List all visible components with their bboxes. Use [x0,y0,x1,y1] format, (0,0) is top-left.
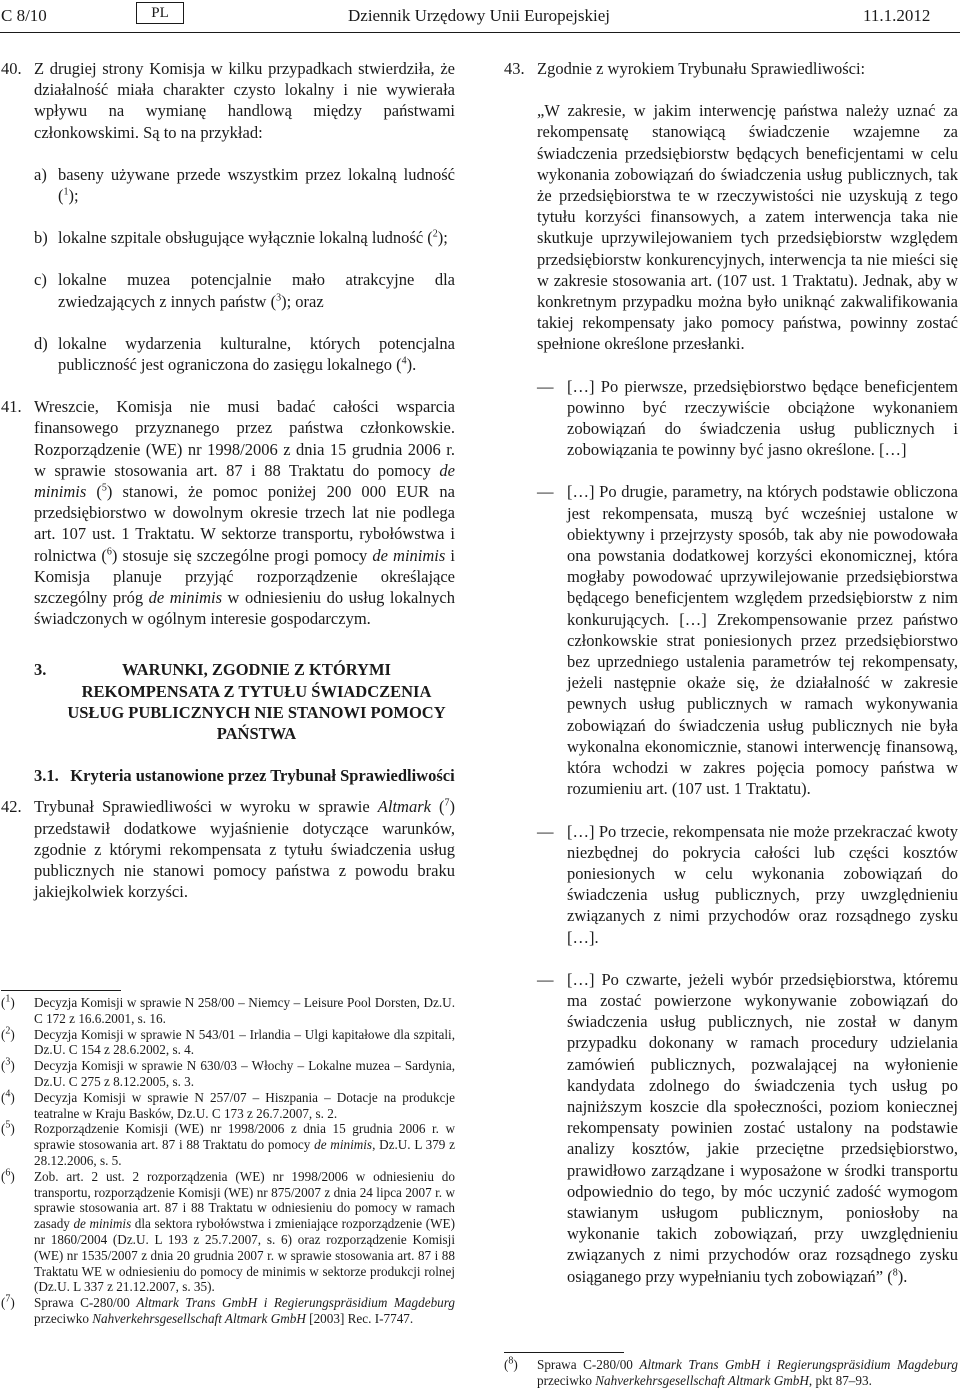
dash-mark: — [537,821,554,841]
dash-item [537,969,958,1287]
footnote-number: 4 [5,1088,11,1100]
dash-text: […] Po drugie, parametry, na których podstawie obliczona jest rekompensata, muszą być wcześniej ustalone w obiektywny i przejrzysty sposób, tak aby nie powodowała ona powstania dodatkowej korzyści ekonomicznej, która mogłaby powodować uprzywilejowanie przedsiębiorstwa będącego beneficjentem względem przedsiębiorstw z nim konkurujących. […] Zrekompensowanie przez państwo członkowskie strat poniesionych przez przedsiębiorstwo bez uprzedniego ustalenia parametrów tej rekompensaty, jeżeli następnie okaże się, że działalność w zakresie pewnych usług publicznych w ramach wykonywania zobowiązań do świadczenia usług publicznych nie była wykonalna ekonomicznie, stanowi interwencję finansową, która wchodzi w zakres pojęcia pomocy państwa w rozumieniu art. (107 ust. 1 Traktatu). [567,482,958,799]
dash-mark: — [537,969,554,989]
footnote-rule [1,990,121,991]
page-number: C 8/10 [1,6,47,25]
italic-term: Nahverkehrsgesellschaft Altmark GmbH [92,1310,306,1326]
list-label: d) [34,333,48,353]
italic-term: Altmark Trans GmbH i Regierungspräsidium Magdeburg [639,1357,958,1372]
footnote-text: Sprawa C-280/00 [537,1357,640,1372]
list-item [34,227,455,248]
footnote-text: [2003] Rec. I-7747. [305,1310,414,1326]
text-run: stanowi, że pomoc poniżej 200 000 EUR na przedsiębiorstwo w dowolnym okresie trzech lat nie podlega art. 107 ust. 1 Traktatu. W sektorze transportu, rybołówstwa i rolnictwa ( [34,482,455,565]
italic-term: de minimis [73,1216,132,1232]
list-item [34,333,455,375]
italic-term: de minimis [372,545,446,565]
footnote-number: 6 [5,1167,11,1179]
footnote-ref: 5 [101,482,107,494]
footnote-text: Decyzja Komisji w sprawie N 257/07 – Hiszpania – Dotacje na produkcje teatralne w Kraju Basków, Dz.U. C 173 z 26.7.2007, s. 2. [34,1089,455,1121]
footnote-text: , Dz.U. L 379 z 28.12.2006, s. 5. [34,1137,455,1168]
italic-term: Altmark Trans GmbH i Regierungspräsidium Magdeburg [136,1295,455,1311]
italic-term: de minimis [148,588,222,608]
footnotes-left [1,990,455,1327]
paragraph-42 [1,796,455,902]
footnote-number: 5 [5,1119,11,1131]
footnote-ref: 4 [401,355,407,367]
paragraph-43 [504,58,958,79]
paragraph-number: 42. [1,797,22,817]
footnote-text: Zob. art. 2 ust. 2 rozporządzenia (WE) nr 1998/2006 w odniesieniu do transportu, rozporządzenie Komisji (WE) nr 875/2007 z dnia 24 lipca 2007 r. w sprawie stosowania art. 87 i 88 Traktatu w odniesieniu do pomocy w ramach zasady [34,1168,455,1232]
italic-term: de minimis [314,1137,373,1153]
text-run: Wreszcie, Komisja nie musi badać całości wsparcia finansowego przyznanego przez państwa członkowskie. Rozporządzenie (WE) nr 1998/2006 z dnia 15 grudnia 2006 r. w sprawie stosowania art. 87 i 88 Traktatu do pomocy [34,397,455,480]
section-heading-3 [34,659,455,744]
footnote: ($^4$) Decyzja Komisji w sprawie N 257/07 – Hiszpania – Dotacje na produkcje teatralne w Kraju Basków, Dz.U. C 173 z 26.7.2007, s. 2. [1,1088,455,1121]
journal-title: Dziennik Urzędowy Unii Europejskiej [348,6,611,25]
paragraph-number: 41. [1,397,22,417]
footnote-number: 7 [5,1293,11,1305]
quotation: „W zakresie, w jakim interwencję państwa należy uznać za rekompensatę stanowiącą świadczenie wzajemne za świadczenia przedsiębiorstw będących beneficjentami w celu wykonania zobowiązań do świadczenia usług publicznych, tak że przedsiębiorstwa te w rzeczywistości nie uzyskują z tego tytułu korzyści finansowych, a zatem interwencja taka nie skutkuje uprzywilejowaniem tych przedsiębiorstw względem przedsiębiorstw konkurencyjnych, interwencja ta nie mieści się w zakresie stosowania art. (107 ust. 1 Traktatu). Jednak, aby w konkretnym przypadku można było uniknąć zakwalifikowania takiej rekompensaty jako pomocy państwa, powinny zostać spełnione określone przesłanki. [537,101,958,354]
left-column [1,58,455,903]
issue-date: 11.1.2012 [863,6,931,25]
italic-term: Nahverkehrsgesellschaft Altmark GmbH [595,1372,809,1388]
footnote-text: przeciwko [34,1310,93,1326]
footnote: ($^1$) Decyzja Komisji w sprawie N 258/00 – Niemcy – Leisure Pool Dorsten, Dz.U. C 172 z 16.6.2001, s. 16. [1,993,455,1026]
dash-text [567,969,958,1287]
footnote-text: Decyzja Komisji w sprawie N 543/01 – Irlandia – Ulgi kapitałowe dla szpitali, Dz.U. C 154 z 28.6.2002, s. 4. [34,1026,455,1058]
footnote-number: 8 [508,1355,514,1367]
list-text: lokalne muzea potencjalnie mało atrakcyjne dla zwiedzających z innych państw ( [58,270,455,311]
dash-item [537,376,958,461]
footnote-number: 1 [5,993,11,1005]
footnote-text: , pkt 87–93. [808,1372,872,1388]
footnote: ($^8$) Sprawa C-280/00 Altmark Trans GmbH i Regierungspräsidium Magdeburg przeciwko Nahverkehrsgesellschaft Altmark GmbH, pkt 87–93. [504,1355,958,1388]
section-heading-3-1 [34,765,455,786]
footnote-ref: 6 [106,546,112,558]
list-text: lokalne szpitale obsługujące wyłącznie lokalną ludność ( [58,228,433,248]
paragraph-text: Trybunał Sprawiedliwości w wyroku w sprawie Altmark ($^7$) przedstawił dodatkowe wyjaśnienie dotyczące warunków, zgodnie z którymi rekompensata z tytułu świadczenia usług publicznych nie stanowi pomocy państwa z powodu braku jakiejkolwiek korzyści. [34,797,456,902]
paragraph-text: Zgodnie z wyrokiem Trybunału Sprawiedliwości: [537,59,866,78]
footnote: ($^5$) Rozporządzenie Komisji (WE) nr 1998/2006 z dnia 15 grudnia 2006 r. w sprawie stosowania art. 87 i 88 Traktatu do pomocy de minimis, Dz.U. L 379 z 28.12.2006, s. 5. [1,1119,455,1168]
paragraph-text: Wreszcie, Komisja nie musi badać całości wsparcia finansowego przyznanego przez państwa członkowskie. Rozporządzenie (WE) nr 1998/2006 z dnia 15 grudnia 2006 r. w sprawie stosowania art. 87 i 88 Traktatu do pomocy de minimis ($^5$) stanowi, że pomoc poniżej 200 000 EUR na przedsiębiorstwo w dowolnym okresie trzech lat nie podlega art. 107 ust. 1 Traktatu. W sektorze transportu, rybołówstwa i rolnictwa ($^6$) stosuje się szczególne progi pomocy de minimis i Komisja planuje przyjąć rozporządzenie określające szczególny próg de minimis w odniesieniu do usług lokalnych świadczonych w ogólnym interesie gospodarczym. [34,397,455,629]
dash-item [537,481,958,799]
page-header [0,0,960,30]
right-column [504,58,958,1287]
list-text-end: ). [406,355,417,375]
dash-text: […] Po pierwsze, przedsiębiorstwo będące beneficjentem powinno być rzeczywiście obciążone wykonaniem zobowiązań do świadczenia usług publicznych i zobowiązania te powinny być jasno określone. […] [567,376,958,460]
dash-text-end: ). [897,1266,908,1286]
paragraph-41 [1,396,455,629]
paragraph-text: Z drugiej strony Komisja w kilku przypadkach stwierdziła, że działalność miała charakter czysto lokalny i nie wywierała wpływu na wymianę handlową między państwami członkowskimi. Są to na przykład: [34,59,455,142]
paragraph-40 [1,58,455,143]
list-item [34,269,455,311]
text-run: przedstawił dodatkowe wyjaśnienie dotyczące warunków, zgodnie z którymi rekompensata z tytułu świadczenia usług publicznych nie stanowi pomocy państwa z powodu braku jakiejkolwiek korzyści. [34,818,455,902]
footnote-text: Rozporządzenie Komisji (WE) nr 1998/2006 z dnia 15 grudnia 2006 r. w sprawie stosowania art. 87 i 88 Traktatu do pomocy [34,1121,455,1153]
language-code: PL [151,5,169,21]
list-item [34,164,455,206]
list-text-end: ); [437,228,448,248]
footnote-ref: 7 [444,797,450,809]
footnote-text: Decyzja Komisji w sprawie N 630/03 – Włochy – Lokalne muzea – Sardynia, Dz.U. C 275 z 8.12.2005, s. 3. [34,1058,455,1089]
dash-text-run: […] Po czwarte, jeżeli wybór przedsiębiorstwa, któremu ma zostać powierzone wykonywanie zobowiązań do świadczenia usług publicznych, nie został w danym przypadku dokonany w ramach procedury udzielania zamówień publicznych, pozwalającej na wyłonienie kandydata zdolnego do świadczenia tych usług po najniższym koszcie dla społeczności, poziom koniecznej rekompensaty powinien zostać ustalony na podstawie analizy kosztów, jakie przeciętne przedsiębiorstwo, prawidłowo zarządzane i wyposażone w środki transportu odpowiednio do tego, by móc uczynić zadość wymogom stawianym usługom publicznym, poniosłoby na wykonanie takich zobowiązań, przy uwzględnieniu związanych z nimi przychodów oraz rozsądnego zysku osiąganego przy wypełnianiu tych zobowiązań” ( [567,969,958,1286]
footnote-text: przeciwko [537,1372,596,1388]
section-number: 3. [34,660,47,680]
footnote-text: Decyzja Komisji w sprawie N 258/00 – Niemcy – Leisure Pool Dorsten, Dz.U. C 172 z 16.6.2001, s. 16. [34,995,455,1026]
footnote: ($^6$) Zob. art. 2 ust. 2 rozporządzenia (WE) nr 1998/2006 w odniesieniu do transportu, rozporządzenie Komisji (WE) nr 875/2007 z dnia 24 lipca 2007 r. w sprawie stosowania art. 87 i 88 Traktatu w odniesieniu do pomocy w ramach zasady de minimis dla sektora rybołówstwa i zmieniające rozporządzenie (WE) nr 1860/2004 (Dz.U. L 193 z 25.7.2007, s. 6) oraz rozporządzenie Komisji (WE) nr 1535/2007 z dnia 20 grudnia 2007 r. w sprawie stosowania art. 87 i 88 Traktatu WE w odniesieniu do pomocy de minimis w sektorze produkcji rolnej (Dz.U. L 337 z 21.12.2007, s. 35). [1,1167,455,1295]
list-label: b) [34,228,48,248]
dash-mark: — [537,376,554,396]
footnote-rule [504,1352,624,1353]
list-label: a) [34,164,47,184]
footnote-number: 2 [5,1025,11,1037]
paragraph-number: 43. [504,59,525,78]
dash-item [537,821,958,948]
dash-mark: — [537,482,554,502]
footnote-ref: 8 [892,1267,898,1279]
footnote-number: 3 [5,1056,11,1068]
dash-text: […] Po trzecie, rekompensata nie może przekraczać kwoty niezbędnej do pokrycia całości lub części kosztów poniesionych w celu wykonania zobowiązań do świadczenia usług publicznych, przy uwzględnieniu związanych z nimi przychodów oraz rozsądnego zysku […]. [567,821,958,947]
list-text-end: ); oraz [281,291,324,311]
footnote-ref: 2 [432,228,438,240]
italic-term: de minimis [34,460,455,502]
italic-term: Altmark [377,797,431,817]
section-number: 3.1. [34,766,59,786]
list-text: baseny używane przede wszystkim przez lokalną ludność ( [58,164,455,206]
text-run: i Komisja planuje przyjąć rozporządzenie określające szczególny próg [34,545,455,608]
footnote-text: Sprawa C-280/00 [34,1295,137,1311]
section-title: WARUNKI, ZGODNIE Z KTÓRYMI REKOMPENSATA Z TYTUŁU ŚWIADCZENIA USŁUG PUBLICZNYCH NIE STANOWI POMOCY PAŃSTWA [67,660,446,744]
language-badge [136,2,184,24]
footnote: ($^3$) Decyzja Komisji w sprawie N 630/03 – Włochy – Lokalne muzea – Sardynia, Dz.U. C 275 z 8.12.2005, s. 3. [1,1056,455,1089]
footnote-ref: 3 [276,292,282,304]
footnotes-right [504,1352,958,1389]
paragraph-number: 40. [1,59,22,78]
list-text-end: ); [68,186,79,206]
text-run: w odniesieniu do usług lokalnych świadczonych w ogólnym interesie gospodarczym. [34,588,455,629]
text-run: ) stosuje się szczególne progi pomocy [111,545,373,565]
footnote-text: dla sektora rybołówstwa i zmieniające rozporządzenie (WE) nr 1860/2004 (Dz.U. L 193 z 25.7.2007, s. 6) oraz rozporządzenie Komisji (WE) nr 1535/2007 z dnia 20 grudnia 2007 r. w sprawie stosowania art. 87 i 88 Traktatu WE w odniesieniu do pomocy de minimis w sektorze produkcji rolnej (Dz.U. L 337 z 21.12.2007, s. 35). [34,1216,455,1295]
text-run: Trybunał Sprawiedliwości w wyroku w sprawie [34,797,378,817]
footnote: ($^7$) Sprawa C-280/00 Altmark Trans GmbH i Regierungspräsidium Magdeburg przeciwko Nahverkehrsgesellschaft Altmark GmbH [2003] Rec. I-7747. [1,1293,455,1326]
footnote: ($^2$) Decyzja Komisji w sprawie N 543/01 – Irlandia – Ulgi kapitałowe dla szpitali, Dz.U. C 154 z 28.6.2002, s. 4. [1,1025,455,1058]
list-label: c) [34,270,47,290]
section-title: Kryteria ustanowione przez Trybunał Sprawiedliwości [70,766,455,786]
list-text: lokalne wydarzenia kulturalne, których potencjalna publiczność jest ograniczona do zasięgu lokalnego ( [58,333,455,375]
footnote-ref: 1 [63,186,69,198]
header-rule [0,32,960,33]
